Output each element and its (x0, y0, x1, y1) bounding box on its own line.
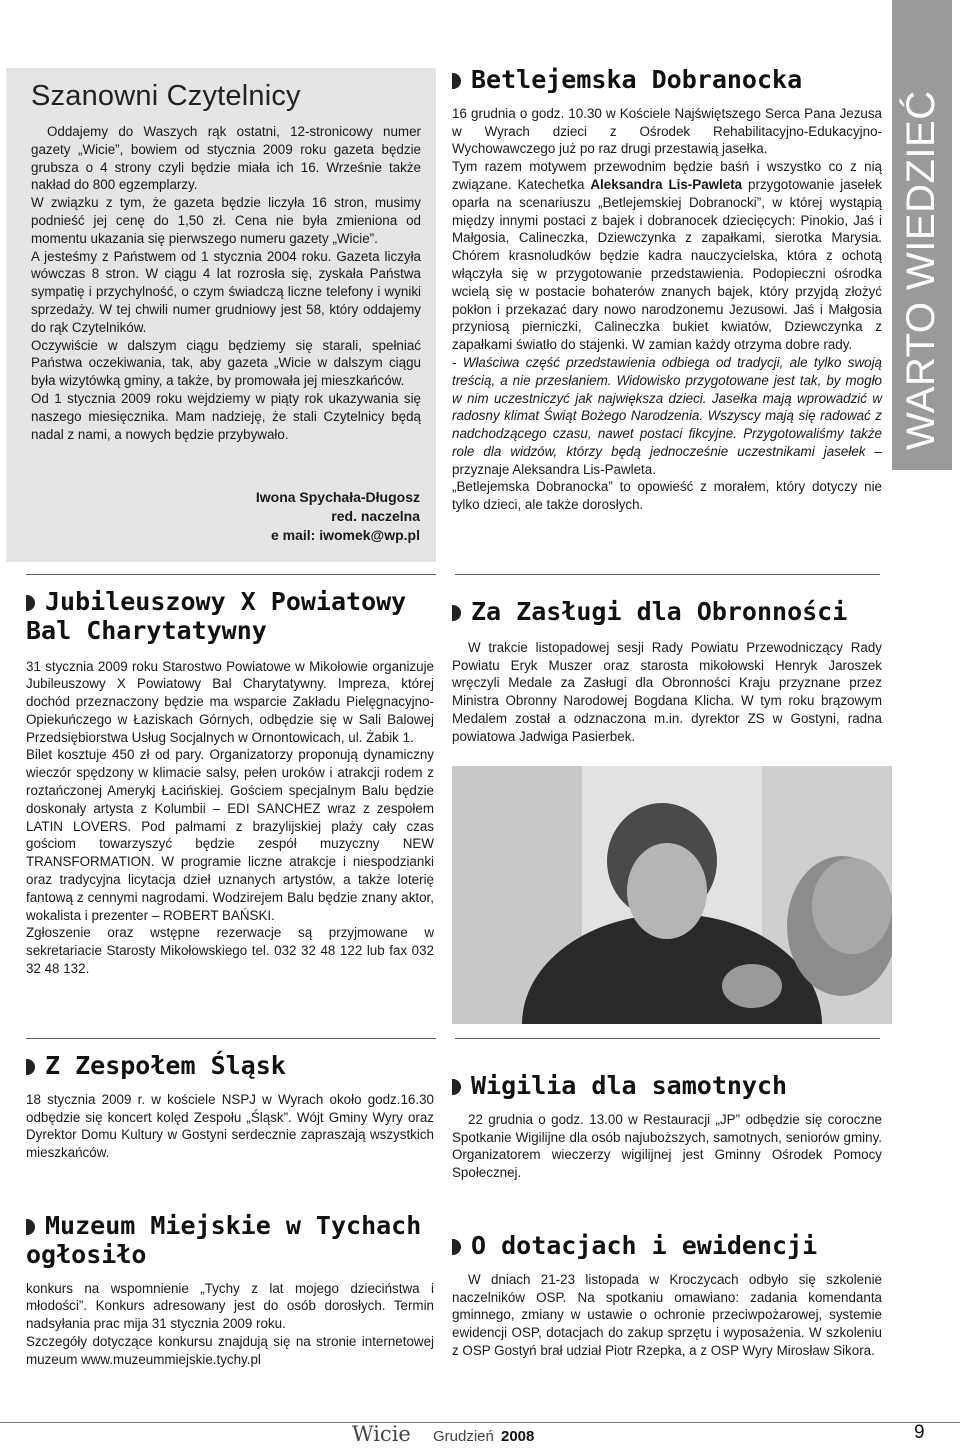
article-paragraph: 16 grudnia o godz. 10.30 w Kościele Najświętszego Serca Pana Jezusa w Wyrach dzieci z Ośrodek Rehabilitacyjno-Edukacyjno-Wychowawczego już po raz drugi przestawią jasełka. (452, 105, 882, 157)
article-title-text: Betlejemska Dobranocka (471, 65, 803, 94)
article-paragraph: Zgłoszenie oraz wstępne rezerwacje są przyjmowane w sekretariacie Starosty Mikołowskiego tel. 032 32 48 122 lub fax 032 32 48 132. (26, 925, 434, 977)
letter-title: Szanowni Czytelnicy (31, 80, 301, 112)
article-title-text: Jubileuszowy X Powiatowy Bal Charytatywny (26, 587, 407, 645)
article-zaslugi (452, 598, 882, 746)
side-band (892, 0, 952, 470)
divider (26, 1038, 436, 1039)
bullet-icon (452, 1239, 461, 1255)
issue-year: 2008 (501, 1428, 535, 1445)
article-paragraph: W trakcie listopadowej sesji Rady Powiatu Przewodniczący Rady Powiatu Eryk Muszer oraz starosta mikołowski Henryk Jaroszek wręczyli Medale za Zasługi dla Obronności Kraju przyznane przez Ministra Obronny Narodowej Bogdana Klicha. W tym roku brązowym Medalem został a odznaczona m.in. dyrektor ZS w Gostyni, radna powiatowa Jadwiga Pasierbek. (452, 639, 882, 744)
article-title-text: O dotacjach i ewidencji (471, 1231, 818, 1260)
side-band-label: WARTO WIEDZIEĆ (899, 90, 943, 450)
bullet-icon (26, 595, 35, 611)
article-betlejemska (452, 66, 882, 514)
letter-body (31, 123, 421, 443)
article-dotacje (452, 1232, 882, 1360)
letter-paragraph: A jesteśmy z Państwem od 1 stycznia 2004 roku. Gazeta liczyła wówczas 8 stron. W ciągu 4 lat rozrosła się, zyskała Państwa sympatię i przychylność, o czym świadczą liczne telefony i wyniki sprzedaży. W tej chwili numer grudniowy jest 58, który oddajemy do rąk Czytelników. (31, 248, 421, 335)
article-title (452, 1072, 882, 1101)
letter-signature (256, 488, 420, 545)
bullet-icon (26, 1219, 35, 1235)
article-paragraph: Bilet kosztuje 450 zł od pary. Organizatorzy proponują dynamiczny wieczór spędzony w klimacie salsy, pełen uroków i atrakcji rodem z roztańczonej Amerykj Łacińskiej. Gościem specjalnym Balu będzie doskonały artysta z Kolumbii – EDI SANCHEZ wraz z zespołem LATIN LOVERS. Pod palmami z brazylijskiej plaży cały czas gościom towarzyszyć będzie zespół muzyczny NEW TRANSFORMATION. W programie liczne atrakcje i niespodzianki oraz tradycyjna licytacja dzieł uznanych artystów, a także loterię fantową z cennymi nagrodami. Wodzirejem Balu będzie znany aktor, wokalista i prezenter – ROBERT BAŃSKI. (26, 747, 434, 923)
divider (455, 574, 880, 575)
bullet-icon (452, 1079, 461, 1095)
divider (26, 574, 436, 575)
article-paragraph: 18 stycznia 2009 r. w kościele NSPJ w Wyrach około godz.16.30 odbędzie się koncert kolęd Zespołu „Śląsk”. Wójt Gminy Wyry oraz Dyrektor Domu Kultury w Gostyni serdecznie zapraszają wszystkich mieszkańców. (26, 1091, 434, 1161)
ceremony-photo-graphic (452, 766, 892, 1024)
article-bal (26, 588, 434, 978)
article-title (452, 66, 882, 95)
article-paragraph: „Betlejemska Dobranocka” to opowieść z morałem, który dotyczy nie tylko dzieci, ale także dorosłych. (452, 479, 882, 513)
article-title-text: Z Zespołem Śląsk (45, 1051, 286, 1080)
ceremony-photo (452, 766, 892, 1024)
issue-month: Grudzień (433, 1428, 494, 1445)
editorial-letter-box (6, 68, 436, 562)
article-paragraph: Tym razem motywem przewodnim będzie baśń i wszystko co z nią związane. Katechetka Aleksandra Lis-Pawleta przygotowanie jasełek oparła na scenariuszu „Betlejemskiej Dobranocki”, w której wystąpią między innymi postaci z bajek i dobranocek dziecięcych: Pinokio, Jaś i Małgosia, Calineczka, Dziewczynka z zapałkami, sierotka Marysia. Chórem krasnoludków będzie kadra nauczycielska, która z ochotą włączyła się w przygotowanie przedstawienia. Podopieczni ośrodka wcielą się w postacie bohaterów znanych bajek, który przyjdą złożyć pokłon i przekazać dary nowo narodzonemu Jezusowi. Jaś i Małgosia przyniosą pierniczki, Calineczka bukiet kwiatów, Dziewczynka z zapałkami światło do stajenki. W zamian każdy otrzyma dobre rady. (452, 159, 882, 353)
article-paragraph: konkurs na wspomnienie „Tychy z lat mojego dzieciństwa i młodości”. Konkurs adresowany jest do osób dorosłych. Termin nadsyłania prac mija 31 stycznia 2009 roku. (26, 1280, 434, 1332)
article-slask (26, 1052, 434, 1162)
article-title-text: Za Zasługi dla Obronności (471, 597, 848, 626)
signature-name: Iwona Spychała-Długosz (255, 489, 420, 505)
article-wigilia (452, 1072, 882, 1182)
divider (455, 1038, 880, 1039)
article-title (26, 1052, 434, 1081)
article-title (26, 588, 434, 646)
signature-email: e mail: iwomek@wp.pl (270, 527, 420, 543)
article-muzeum (26, 1212, 434, 1368)
article-title (26, 1212, 434, 1270)
page-number: 9 (914, 1422, 925, 1443)
article-paragraph: 22 grudnia o godz. 13.00 w Restauracji „JP” odbędzie się coroczne Spotkanie Wigilijne dla osób najuboższych, samotnych, seniorów gminy. Organizatorem wieczerzy wigilijnej jest Gminny Ośrodek Pomocy Społecznej. (452, 1111, 882, 1181)
letter-paragraph: Od 1 stycznia 2009 roku wejdziemy w piąty rok ukazywania się naszego miesięcznika. Mam nadzieję, że stali Czytelnicy będą nadal z nami, a nowych będzie przybywało. (31, 390, 421, 442)
article-title (452, 1232, 882, 1261)
footer-rule (0, 1422, 960, 1423)
letter-paragraph: W związku z tym, że gazeta będzie liczyła 16 stron, musimy podnieść jej cenę do 1,50 zł. Cena nie była zmieniona od momentu ukazania się pierwszego numeru gazety „Wicie”. (31, 195, 421, 246)
letter-paragraph: Oczywiście w dalszym ciągu będziemy się starali, spełniać Państwa oczekiwania, tak, aby gazeta „Wicie w dalszym ciągu była wizytówką gminy, a także, by promowała jej mieszkańców. (31, 337, 421, 389)
article-paragraph: 31 stycznia 2009 roku Starostwo Powiatowe w Mikołowie organizuje Jubileuszowy X Powiatowy Bal Charytatywny. Impreza, której dochód przeznaczony będzie ma wsparcie Zakładu Pielęgnacyjno-Opiekuńczego w Łaziskach Górnych, odbędzie się w Sali Balowej Przedsiębiorstwa Usług Socjalnych w Ornontowicach, ul. Żabik 1. (26, 658, 434, 745)
signature-role: red. naczelna (331, 508, 420, 524)
footer (0, 1422, 960, 1453)
article-title (452, 598, 882, 627)
bullet-icon (452, 605, 461, 621)
bullet-icon (26, 1059, 35, 1075)
masthead-logo: Wicie (352, 1422, 411, 1446)
bullet-icon (452, 73, 461, 89)
article-paragraph: W dniach 21-23 listopada w Kroczycach odbyło się szkolenie naczelników OSP. Na spotkaniu omawiano: zadania komendanta gminnego, zmiany w ustawie o ochronie przeciwpożarowej, systemie ewidencji OSP, dotacjach do zakup sprzętu i wyposażenia. W szkoleniu z OSP Gostyń brał udział Piotr Rzepka, a z OSP Wyry Mirosław Sikora. (452, 1271, 882, 1358)
article-paragraph: Szczegóły dotyczące konkursu znajdują się na stronie internetowej muzeum www.muzeummiejskie.tychy.pl (26, 1333, 434, 1367)
article-title-text: Muzeum Miejskie w Tychach ogłosiło (26, 1211, 422, 1269)
article-title-text: Wigilia dla samotnych (471, 1071, 788, 1100)
letter-paragraph: Oddajemy do Waszych rąk ostatni, 12-stronicowy numer gazety „Wicie”, bowiem od stycznia 2009 roku gazeta będzie grubsza o 4 strony czyli będzie miała ich 16. Wrześnie także nakład do 800 egzemplarzy. (31, 124, 421, 193)
article-quote: - Właściwa część przedstawienia odbiega od tradycji, ale tylko swoją treścią, a nie przesłaniem. Widowisko przygotowane jest tak, by mogło w nim uczestniczyć jak największa dzieci. Jasełka mają wprowadzić w radosny klimat Świąt Bożego Narodzenia. Wszyscy mają się radować z nadchodzącego czasu, nawet postaci fikcyjne. Przygotowaliśmy także role dla widzów, którzy będą jednocześnie uczestnikami jasełek – przyznaje Aleksandra Lis-Pawleta. (452, 354, 883, 477)
